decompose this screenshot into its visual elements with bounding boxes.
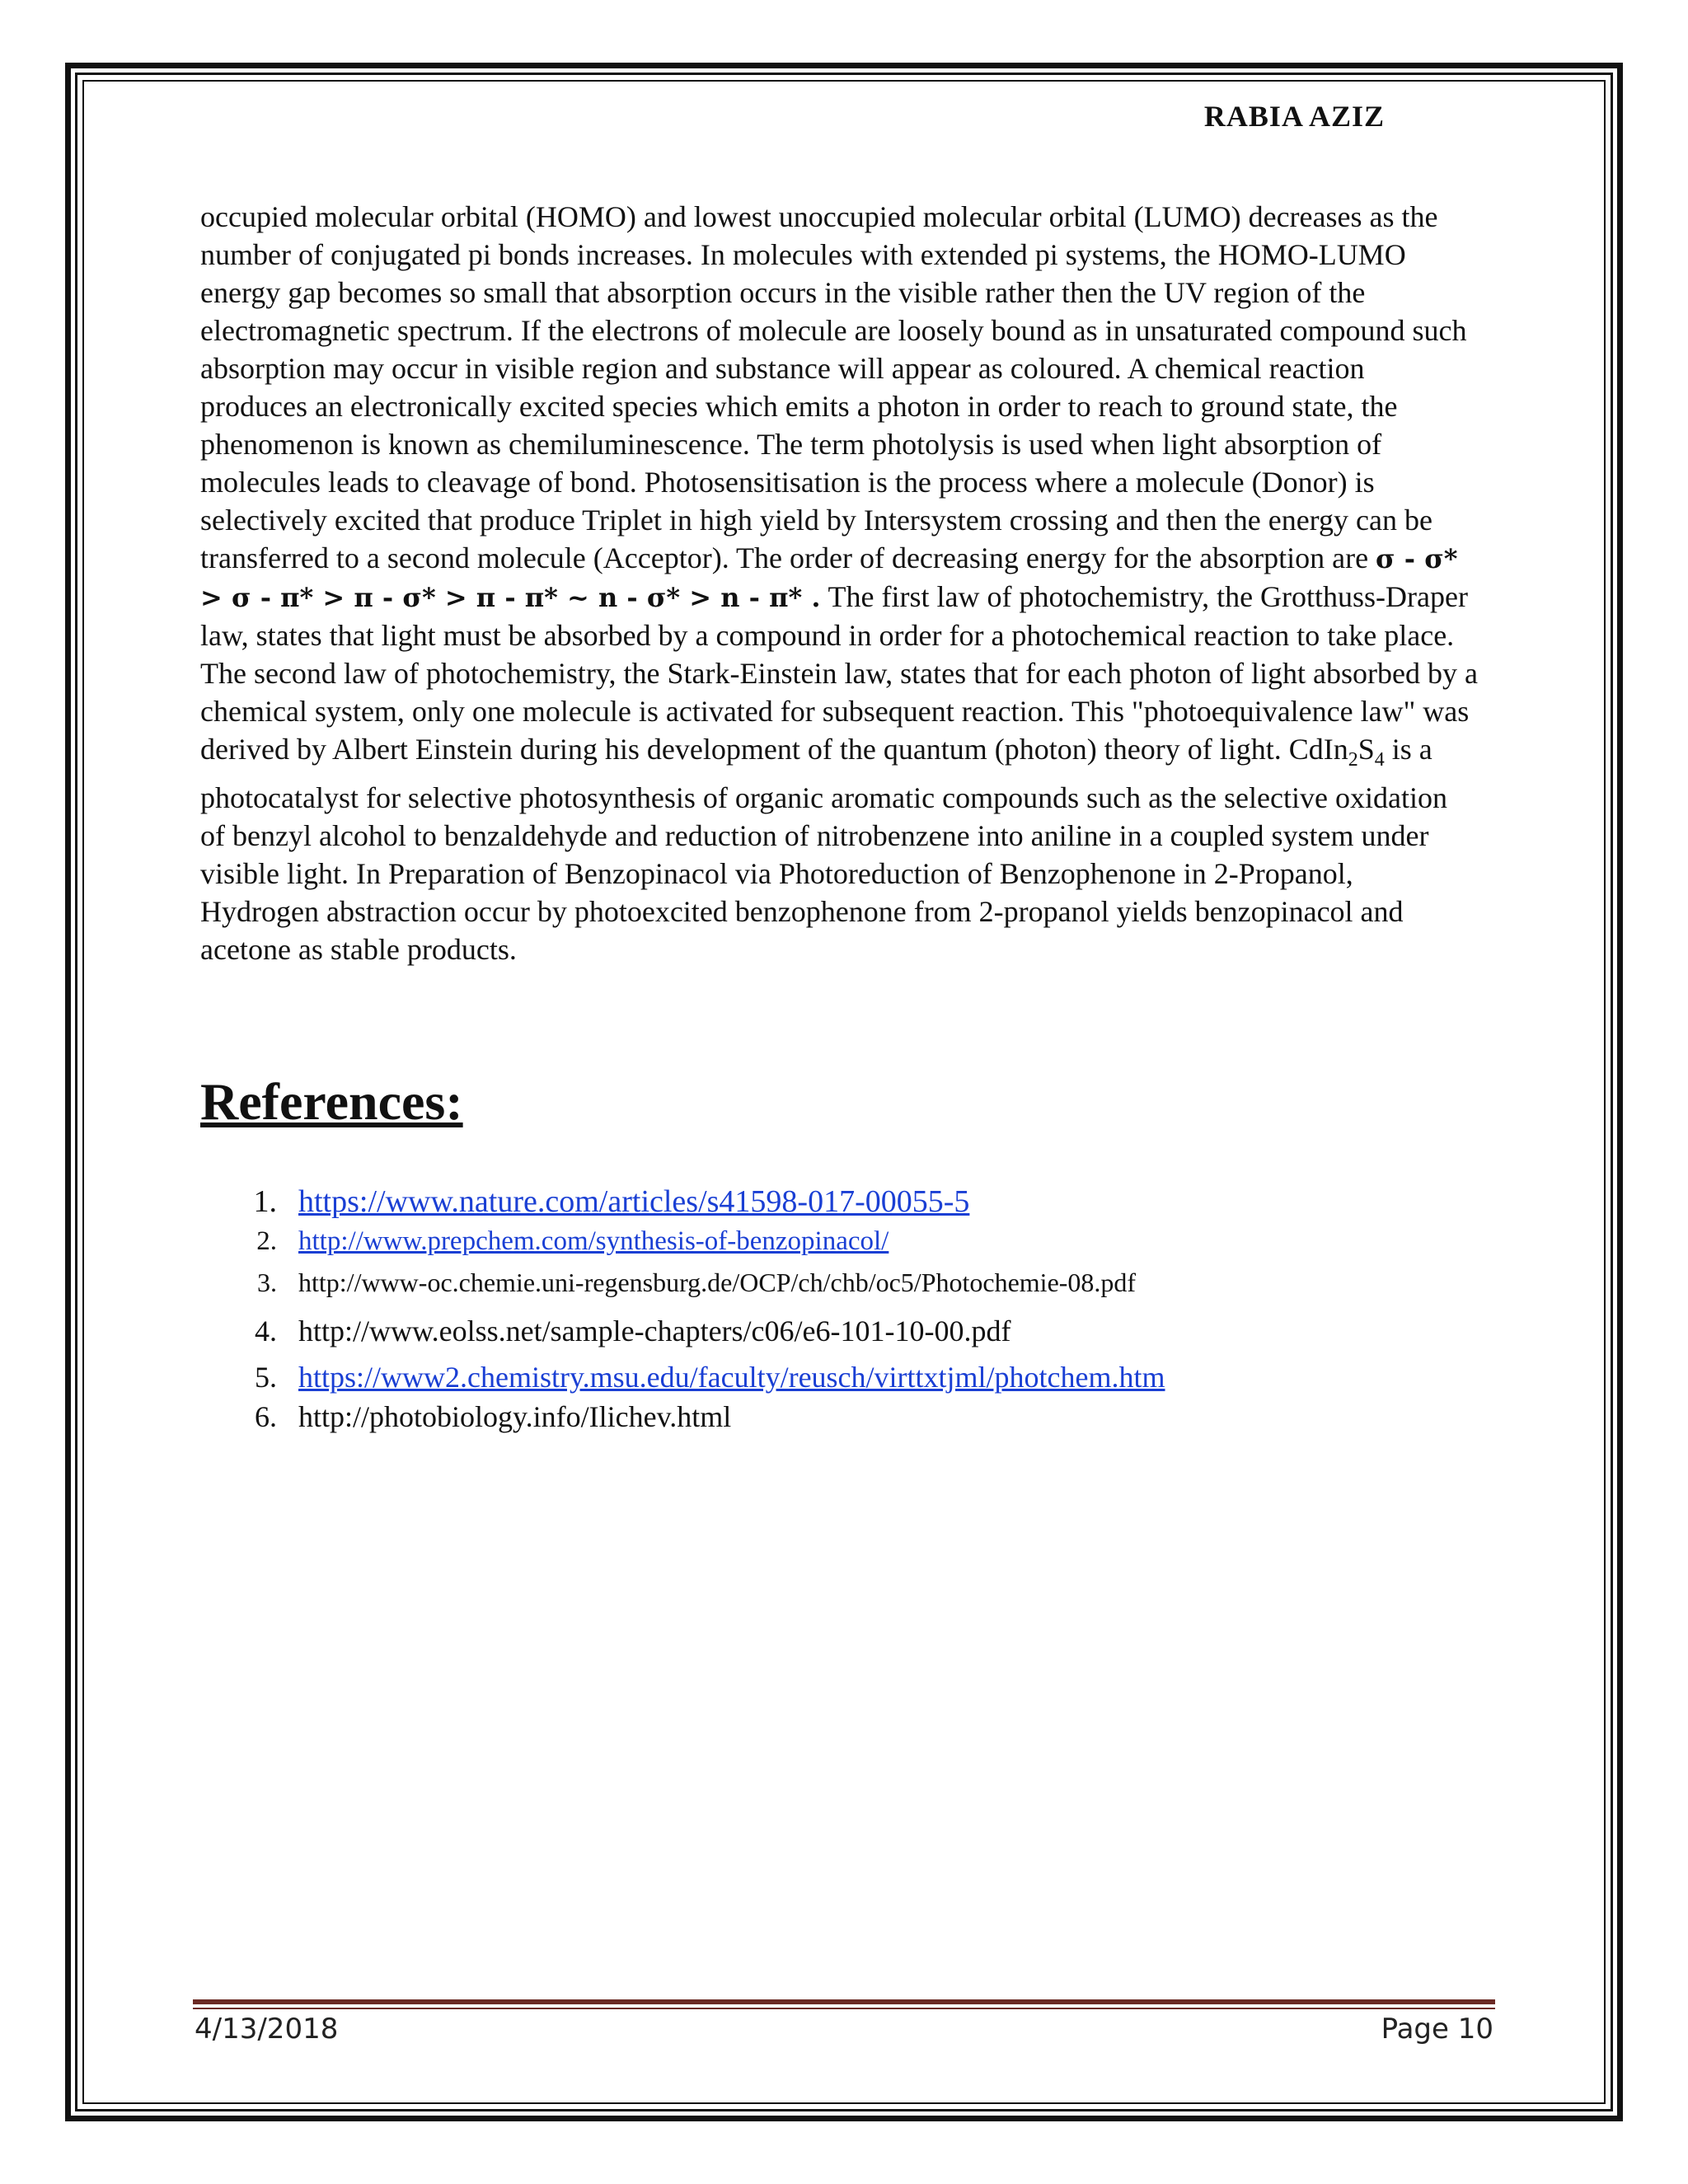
reference-link[interactable]: https://www.nature.com/articles/s41598-017-00055-5 [298,1184,970,1219]
references-heading: References: [200,1072,463,1131]
reference-item [247,1183,1165,1226]
footer-rule [193,1999,1495,2004]
body-text-part2: The first law of photochemistry, the Grotthuss-Draper law, states that light must be absorbed by a compound in order for a photochemical reaction to take place. The second law of photochemistry, the Stark-Einstein law, states that for each photon of light absorbed by a chemical system, only one molecule is activated for subsequent reaction. This "photoequivalence law" was derived by Albert Einstein during his development of the quantum (photon) theory of light. CdIn [200,580,1478,766]
reference-number: 2. [256,1226,277,1256]
reference-item [247,1314,1165,1360]
formula-s: S [1357,733,1375,766]
subscript-4: 4 [1374,749,1385,771]
reference-item [247,1399,1165,1439]
reference-number: 3. [257,1268,277,1297]
reference-item [247,1268,1165,1314]
footer-rule-thin [193,2008,1495,2009]
reference-number: 1. [253,1184,277,1219]
reference-item [247,1360,1165,1399]
reference-link[interactable]: https://www2.chemistry.msu.edu/faculty/reusch/virttxtjml/photchem.htm [298,1361,1165,1394]
reference-item [247,1226,1165,1268]
reference-text: http://photobiology.info/Ilichev.html [298,1400,732,1433]
footer-date: 4/13/2018 [195,2013,339,2046]
subscript-2: 2 [1348,749,1358,771]
body-text-part1: occupied molecular orbital (HOMO) and lowest unoccupied molecular orbital (LUMO) decreases as the number of conjugated pi bonds increases. In molecules with extended pi systems, the HOMO-LUMO energy gap becomes so small that absorption occurs in the visible rather then the UV region of the electromagnetic spectrum. If the electrons of molecule are loosely bound as in unsaturated compound such absorption may occur in visible region and substance will appear as coloured. A chemical reaction produces an electronically excited species which emits a photon in order to reach to ground state, the phenomenon is known as chemiluminescence. The term photolysis is used when light absorption of molecules leads to cleavage of bond. Photosensitisation is the process where a molecule (Donor) is selectively excited that produce Triplet in high yield by Intersystem crossing and then the energy can be transferred to a second molecule (Acceptor). The order of decreasing energy for the absorption are [200,200,1467,574]
reference-number: 5. [255,1361,277,1394]
references-list [247,1183,1165,1439]
energy-order-sequence: σ - σ* > σ - π* > π - σ* > π - π* ~ n - σ* > n - π* . [200,543,1458,613]
header-author: RABIA AZIZ [1203,100,1385,133]
body-paragraph [200,198,1478,968]
reference-number: 6. [255,1400,277,1433]
reference-text: http://www.eolss.net/sample-chapters/c06/e6-101-10-00.pdf [298,1315,1011,1347]
reference-text: http://www-oc.chemie.uni-regensburg.de/OCP/ch/chb/oc5/Photochemie-08.pdf [298,1268,1137,1297]
reference-number: 4. [255,1315,277,1347]
reference-link[interactable]: http://www.prepchem.com/synthesis-of-benzopinacol/ [298,1226,889,1256]
body-text-part3: is a photocatalyst for selective photosynthesis of organic aromatic compounds such as the selective oxidation of benzyl alcohol to benzaldehyde and reduction of nitrobenzene into aniline in a coupled system under visible light. In Preparation of Benzopinacol via Photoreduction of Benzophenone in 2-Propanol, Hydrogen abstraction occur by photoexcited benzophenone from 2-propanol yields benzopinacol and acetone as stable products. [200,733,1447,967]
footer-page-number: Page 10 [1381,2013,1493,2046]
